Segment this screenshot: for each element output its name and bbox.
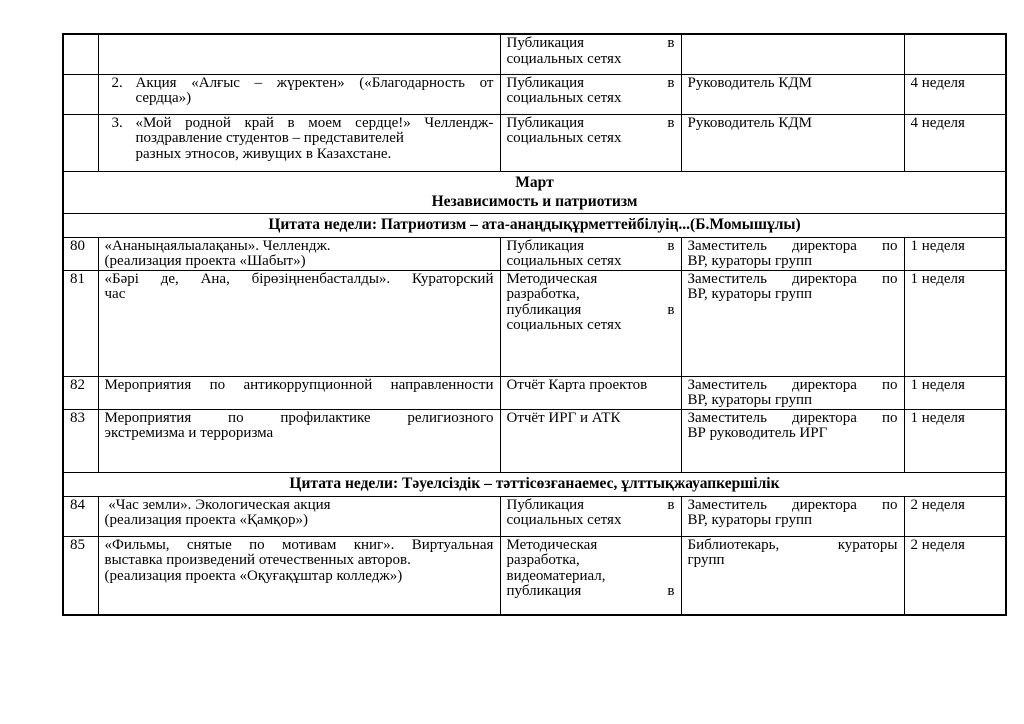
justified-line — [136, 76, 494, 92]
responsible-cell — [681, 270, 904, 376]
row-number-cell — [63, 74, 98, 114]
justified-line — [507, 584, 675, 600]
word: кураторы — [837, 536, 898, 553]
word: мотивам — [281, 536, 337, 553]
activity-cell — [98, 376, 500, 409]
word: бірөзіңненбасталды». — [251, 270, 391, 287]
word: Заместитель — [687, 376, 767, 393]
table-row — [63, 34, 1006, 74]
row-number-cell: 82 — [63, 376, 98, 409]
justified-line — [105, 538, 494, 554]
table-row — [63, 472, 1006, 496]
text-line: (реализация проекта «Қамқор») — [104, 512, 308, 528]
row-number-cell: 85 — [63, 536, 98, 615]
responsible-cell — [681, 114, 904, 171]
responsible-cell — [681, 34, 904, 74]
text-line: разработка, — [506, 552, 580, 568]
justified-line — [105, 272, 494, 288]
row-number-cell — [63, 34, 98, 74]
word: («Благодарность — [359, 74, 465, 91]
text-line: социальных сетях — [506, 512, 622, 528]
word: Ана, — [200, 270, 230, 287]
word: публикация — [506, 583, 582, 599]
activity-cell — [98, 536, 500, 615]
word: «Бәрі — [104, 270, 139, 287]
text-line: социальных сетях — [506, 50, 622, 67]
table-row — [63, 171, 1006, 213]
justified-line — [507, 239, 675, 255]
text-line: Методическая — [506, 270, 598, 287]
table-row — [63, 270, 1006, 376]
format-cell — [500, 536, 681, 615]
justified-line — [507, 76, 675, 92]
text-line: выставка произведений отечественных авторов. — [104, 552, 411, 568]
activity-cell — [98, 74, 500, 114]
row-number-cell: 83 — [63, 409, 98, 472]
list-item-row — [105, 76, 494, 107]
table-row — [63, 496, 1006, 536]
word: Публикация — [506, 74, 585, 91]
week-cell: 4 неделя — [904, 74, 1006, 114]
format-cell — [500, 34, 681, 74]
text-line: (реализация проекта «Шабыт») — [104, 253, 306, 269]
word: Мероприятия — [104, 376, 192, 393]
justified-line — [688, 239, 898, 255]
month-header-line: Независимость и патриотизм — [431, 192, 638, 210]
activity-cell — [98, 496, 500, 536]
week-cell: 2 неделя — [904, 496, 1006, 536]
word: в — [667, 237, 675, 254]
word: директора — [792, 270, 857, 287]
justified-line — [136, 116, 494, 132]
month-header-line: Март — [515, 173, 554, 191]
activity-cell — [98, 409, 500, 472]
justified-line — [105, 378, 494, 394]
word: жүректен» — [276, 74, 345, 91]
responsible-cell — [681, 496, 904, 536]
word: Челлендж- — [424, 114, 494, 131]
text-line: социальных сетях — [506, 130, 622, 146]
row-number-cell — [63, 114, 98, 171]
word: Мероприятия — [104, 409, 192, 426]
text-line: разных этносов, живущих в Казахстане. — [135, 145, 392, 162]
week-cell — [904, 34, 1006, 74]
text-line: ВР, кураторы групп — [687, 286, 813, 302]
text-line: экстремизма и терроризма — [104, 425, 274, 441]
word: Публикация — [506, 237, 585, 254]
word: в — [667, 301, 675, 318]
text-line: Отчёт Карта проектов — [506, 376, 648, 393]
word: в — [287, 114, 295, 131]
activity-cell — [98, 270, 500, 376]
responsible-cell — [681, 74, 904, 114]
justified-line — [688, 411, 898, 427]
text-line: час — [104, 286, 126, 302]
format-cell — [500, 237, 681, 270]
text-line: поздравление студентов – представителей — [135, 130, 404, 146]
format-cell — [500, 496, 681, 536]
justified-line — [688, 378, 898, 394]
format-cell — [500, 376, 681, 409]
week-cell: 1 неделя — [904, 270, 1006, 376]
table-row — [63, 237, 1006, 270]
text-line: ВР, кураторы групп — [687, 392, 813, 408]
table-row — [63, 376, 1006, 409]
word: Виртуальная — [411, 536, 494, 553]
table-row — [63, 74, 1006, 114]
week-cell: 2 неделя — [904, 536, 1006, 615]
word: в — [667, 496, 675, 513]
text-line: ВР, кураторы групп — [687, 512, 813, 528]
word: в — [667, 35, 675, 51]
text-line: социальных сетях — [506, 90, 622, 106]
word: Заместитель — [687, 496, 767, 513]
word: от — [479, 74, 494, 91]
list-marker: 3. — [111, 114, 123, 131]
week-cell: 1 неделя — [904, 237, 1006, 270]
word: Публикация — [506, 496, 585, 513]
word: директора — [792, 409, 857, 426]
format-cell — [500, 270, 681, 376]
work-plan-table — [62, 33, 1007, 616]
word: профилактике — [280, 409, 371, 426]
word: в — [667, 114, 675, 131]
word: публикация — [506, 301, 582, 318]
word: по — [209, 376, 226, 393]
word: по — [881, 409, 898, 426]
word: директора — [792, 237, 857, 254]
justified-line — [688, 538, 898, 554]
list-item-row — [105, 116, 494, 163]
table-row — [63, 536, 1006, 615]
text-line: социальных сетях — [506, 317, 622, 333]
week-cell: 1 неделя — [904, 376, 1006, 409]
text-line: сердца») — [135, 90, 192, 106]
quote-of-week-text: Цитата недели: Тәуелсіздік – тәттісөзғанаемес, ұлттықжауапкершілік — [289, 474, 780, 492]
responsible-cell — [681, 536, 904, 615]
word: по — [881, 496, 898, 513]
week-cell: 4 неделя — [904, 114, 1006, 171]
text-line: «Ананыңаялыалақаны». Челлендж. — [104, 237, 331, 254]
text-line: групп — [687, 552, 725, 568]
word: край — [244, 114, 274, 131]
format-cell — [500, 409, 681, 472]
format-cell — [500, 114, 681, 171]
word: Заместитель — [687, 237, 767, 254]
word: Заместитель — [687, 409, 767, 426]
word: «Мой — [135, 114, 172, 131]
word: по — [881, 376, 898, 393]
word: Публикация — [506, 35, 585, 51]
table-row — [63, 114, 1006, 171]
word: по — [228, 409, 244, 426]
text-line: Отчёт ИРГ и АТК — [506, 409, 621, 426]
text-line: «Час земли». Экологическая акция — [104, 496, 331, 513]
word: «Алғыс — [191, 74, 240, 91]
justified-line — [507, 303, 675, 319]
word: Кураторский — [411, 270, 494, 287]
row-number-cell: 81 — [63, 270, 98, 376]
word: де, — [160, 270, 179, 287]
list-item-body — [136, 116, 494, 163]
word: направленности — [390, 376, 494, 393]
word: религиозного — [407, 409, 494, 426]
word: снятые — [186, 536, 232, 553]
table-row — [63, 213, 1006, 237]
word: по — [881, 270, 898, 287]
quote-of-week-cell — [63, 213, 1006, 237]
row-number-cell: 80 — [63, 237, 98, 270]
activity-cell — [98, 237, 500, 270]
word: Публикация — [506, 114, 585, 131]
responsible-cell — [681, 409, 904, 472]
word: Библиотекарь, — [687, 536, 780, 553]
word: книг». — [353, 536, 395, 553]
word: сердце!» — [355, 114, 411, 131]
word: антикоррупционной — [243, 376, 373, 393]
text-line: (реализация проекта «Оқуғақұштар колледж») — [104, 567, 403, 584]
justified-line — [507, 498, 675, 514]
table-row — [63, 409, 1006, 472]
word: по — [881, 237, 898, 254]
responsible-cell — [681, 237, 904, 270]
text-line: видеоматериал, — [506, 567, 606, 584]
row-number-cell: 84 — [63, 496, 98, 536]
week-cell: 1 неделя — [904, 409, 1006, 472]
quote-of-week-text: Цитата недели: Патриотизм – ата-анаңдықұрметтейбілуің...(Б.Момышұлы) — [268, 215, 801, 233]
text-line: Руководитель КДМ — [687, 114, 812, 131]
text-line: ВР руководитель ИРГ — [687, 425, 828, 441]
activity-cell — [98, 114, 500, 171]
word: родной — [185, 114, 231, 131]
word: – — [254, 74, 263, 91]
text-line: ВР, кураторы групп — [687, 253, 813, 269]
text-line: Методическая — [506, 536, 598, 553]
activity-cell — [98, 34, 500, 74]
justified-line — [105, 411, 494, 427]
word: Акция — [135, 74, 177, 91]
justified-line — [507, 36, 675, 52]
word: директора — [792, 496, 857, 513]
format-cell — [500, 74, 681, 114]
list-marker: 2. — [111, 74, 123, 91]
word: «Фильмы, — [104, 536, 170, 553]
text-line: Руководитель КДМ — [687, 74, 812, 91]
month-header-cell — [63, 171, 1006, 213]
text-line: разработка, — [506, 286, 580, 302]
word: по — [249, 536, 265, 553]
responsible-cell — [681, 376, 904, 409]
word: директора — [792, 376, 857, 393]
word: в — [667, 583, 675, 599]
word: в — [667, 74, 675, 91]
word: Заместитель — [687, 270, 767, 287]
quote-of-week-cell — [63, 472, 1006, 496]
justified-line — [688, 498, 898, 514]
word: моем — [308, 114, 342, 131]
list-item-body — [136, 76, 494, 107]
justified-line — [507, 116, 675, 132]
justified-line — [688, 272, 898, 288]
text-line: социальных сетях — [506, 253, 622, 269]
